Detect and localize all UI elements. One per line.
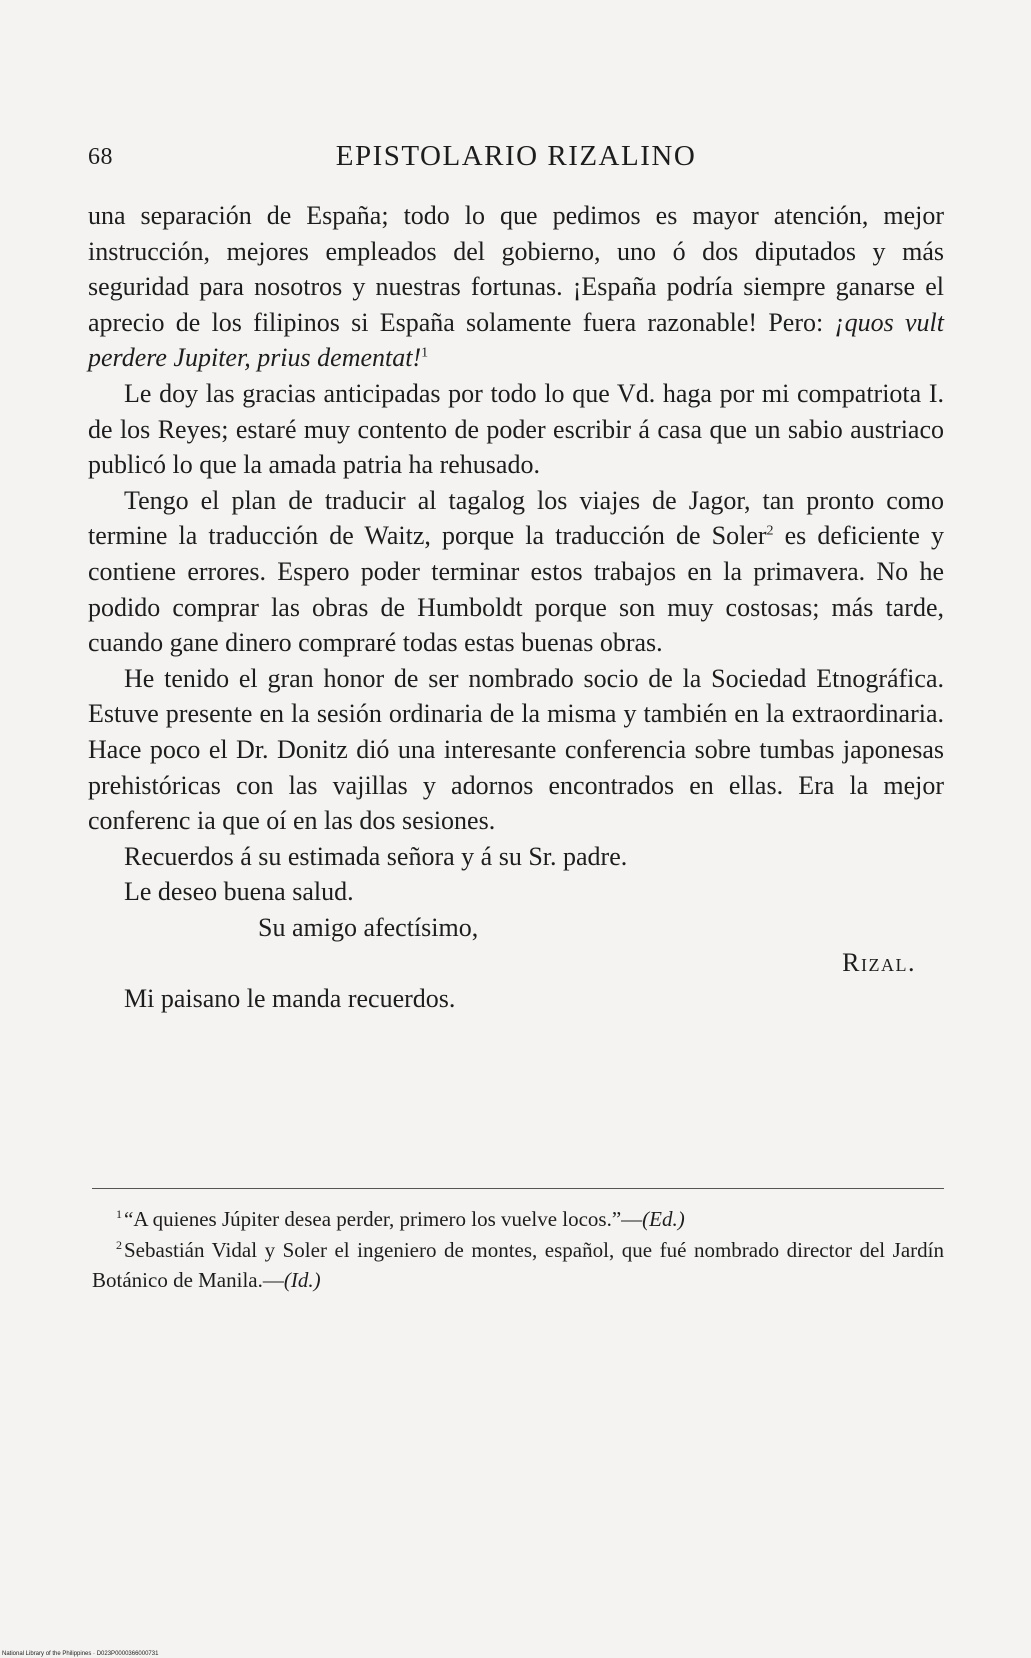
paragraph-5: Recuerdos á su estimada señora y á su Sr. padre.: [124, 841, 628, 871]
footnote-2-text: Sebastián Vidal y Soler el ingeniero de montes, español, que fué nombrado director del Jardín Botánico de Manila.—: [92, 1237, 944, 1292]
paragraph-3: [88, 483, 944, 661]
footnote-1-text: “A quienes Júpiter desea perder, primero los vuelve locos.”—: [124, 1207, 643, 1231]
footnote-2: [92, 1235, 944, 1296]
page-header: [88, 140, 944, 176]
footnotes: [92, 1204, 944, 1296]
latin-quote: ¡quos vult perdere Jupiter, prius dementat!: [88, 307, 944, 373]
footnote-2-source: (Id.): [283, 1268, 321, 1292]
paragraph-6: Le deseo buena salud.: [124, 877, 354, 907]
paragraph-4: He tenido el gran honor de ser nombrado socio de la Sociedad Etnográfica. Estuve presente en la sesión ordinaria de la misma y también en la extraordinaria. Hace poco el Dr. Donitz dió una interesante conferencia sobre tumbas japonesas prehistóricas con las vajillas y adornos encontrados en ellas. Era la mejor conferenc ia que oí en las dos sesiones.: [88, 663, 944, 836]
paragraph-3-text-b: es deficiente y contiene errores. Espero poder terminar estos trabajos en la primavera. No he podido comprar las obras de Humboldt porque son muy costosas; más tarde, cuando gane dinero compraré todas estas buenas obras.: [88, 521, 944, 658]
closing-salutation: Su amigo afectísimo,: [258, 912, 479, 942]
signature: Rizal.: [842, 948, 916, 978]
paragraph-1-text: una separación de España; todo lo que pedimos es mayor atención, mejor instrucción, mejores empleados del gobierno, uno ó dos diputados y más seguridad para nosotros y nuestras fortunas. ¡España podría siempre ganarse el aprecio de los filipinos si España solamente fuera razonable! Pero:: [88, 201, 944, 337]
footnote-2-marker: 2: [116, 1237, 122, 1252]
footnote-divider: [92, 1188, 944, 1189]
footnote-1-marker: 1: [116, 1207, 122, 1221]
footnote-ref-1: 1: [421, 345, 429, 361]
paragraph-1: [88, 198, 944, 376]
library-credit: National Library of the Philippines · D023P0000366000731: [2, 1651, 159, 1657]
postscript: Mi paisano le manda recuerdos.: [124, 984, 456, 1014]
footnote-1: [92, 1204, 944, 1235]
footnote-ref-2: 2: [766, 523, 774, 539]
paragraph-3-text-a: Tengo el plan de traducir al tagalog los viajes de Jagor, tan pronto como termine la traducción de Waitz, porque la traducción de Soler: [88, 485, 944, 551]
footnote-1-source: (Ed.): [642, 1207, 685, 1231]
page-number: 68: [88, 144, 113, 170]
paragraph-2: Le doy las gracias anticipadas por todo lo que Vd. haga por mi compatriota I. de los Reyes; estaré muy contento de poder escribir á casa que un sabio austriaco publicó lo que la amada patria ha rehusado.: [88, 378, 944, 480]
letter-body: [88, 198, 944, 1017]
running-title: EPISTOLARIO RIZALINO: [335, 140, 697, 172]
